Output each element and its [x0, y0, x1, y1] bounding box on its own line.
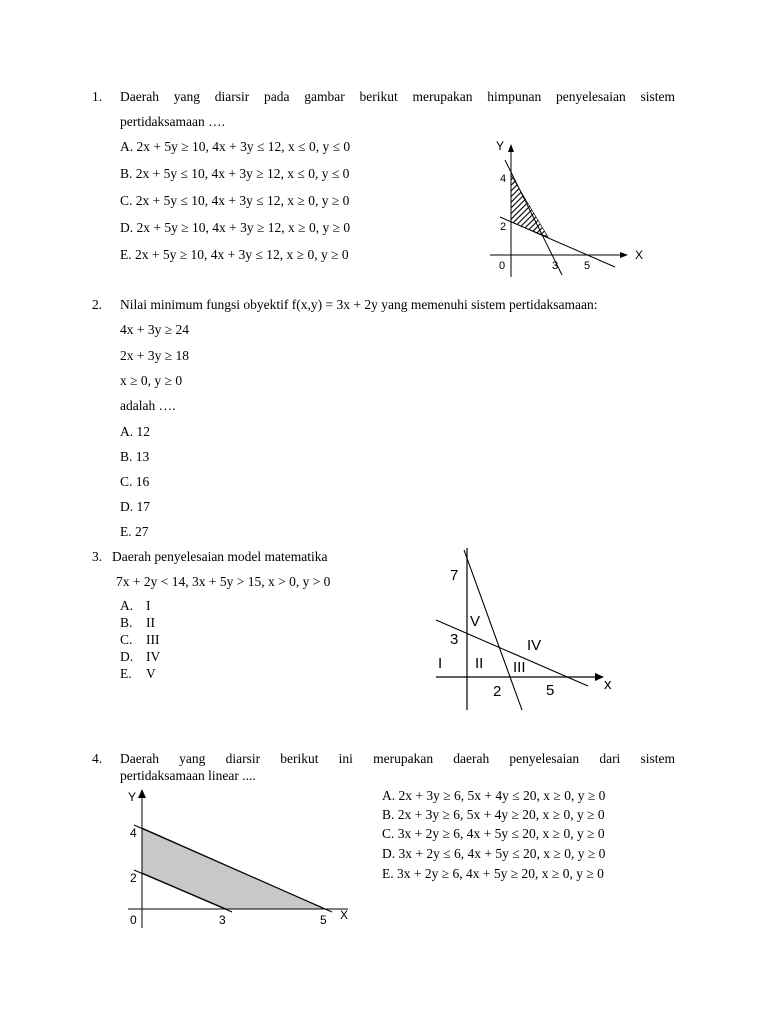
q1-tick-y2: 2 — [500, 221, 507, 233]
q3-region-5: V — [470, 613, 481, 630]
q3-x-arrow-icon — [595, 673, 604, 681]
q4-y-arrow-icon — [138, 789, 146, 798]
q3-option-c-letter: C. — [120, 632, 133, 647]
q3-line-3x5y15 — [436, 620, 588, 686]
q1-stem-line1: Daerah yang diarsir pada gambar berikut merupakan himpunan penyelesaian sistem — [120, 89, 675, 104]
q4-tick-y2: 2 — [130, 871, 137, 885]
q4-tick-x5: 5 — [320, 913, 327, 927]
q4-number: 4. — [92, 751, 103, 766]
q4-graph — [120, 785, 365, 930]
q3-option-e-text: V — [146, 666, 156, 681]
q1-option-e: E. 2x + 5y ≥ 10, 4x + 3y ≤ 12, x ≥ 0, y ≥ 0 — [120, 247, 349, 262]
q1-origin: 0 — [499, 260, 506, 272]
q1-x-label: X — [635, 248, 644, 262]
q3-x-label: x — [604, 676, 612, 693]
q1-option-a: A. 2x + 5y ≥ 10, 4x + 3y ≤ 12, x ≤ 0, y ≤ 0 — [120, 139, 351, 154]
q1-number: 1. — [92, 89, 103, 104]
q4-option-e: E. 3x + 2y ≥ 6, 4x + 5y ≥ 20, x ≥ 0, y ≥ 0 — [382, 866, 604, 881]
q2-option-b: B. 13 — [120, 449, 150, 464]
q2-option-d: D. 17 — [120, 499, 150, 514]
q3-graph — [430, 548, 620, 713]
q1-tick-x3: 3 — [552, 260, 559, 272]
q3-tick-x5: 5 — [546, 682, 555, 699]
q1-tick-x5: 5 — [584, 260, 591, 272]
q1-y-arrow-icon — [508, 144, 514, 152]
q3-region-4: IV — [527, 637, 542, 654]
q3-tick-x2: 2 — [493, 683, 502, 700]
q4-stem-line2: pertidaksamaan linear .... — [120, 768, 256, 783]
q1-option-c: C. 2x + 5y ≤ 10, 4x + 3y ≤ 12, x ≥ 0, y ≥ 0 — [120, 193, 350, 208]
q4-option-b: B. 2x + 3y ≥ 6, 5x + 4y ≥ 20, x ≥ 0, y ≥ 0 — [382, 807, 605, 822]
q2-constraint-3: x ≥ 0, y ≥ 0 — [120, 373, 183, 388]
q2-number: 2. — [92, 297, 103, 312]
q2-option-a: A. 12 — [120, 424, 150, 439]
q2-stem: Nilai minimum fungsi obyektif f(x,y) = 3x + 2y yang memenuhi sistem pertidaksamaan: — [120, 297, 598, 312]
q4-tick-x3: 3 — [219, 913, 226, 927]
q2-tail: adalah …. — [120, 398, 176, 413]
q4-option-d: D. 3x + 2y ≤ 6, 4x + 5y ≤ 20, x ≥ 0, y ≥ 0 — [382, 846, 606, 861]
q2-option-e: E. 27 — [120, 524, 149, 539]
q3-region-2: II — [475, 655, 484, 672]
q3-option-a-text: I — [146, 598, 151, 613]
q1-graph — [490, 132, 660, 277]
q2-constraint-1: 4x + 3y ≥ 24 — [120, 322, 190, 337]
q3-option-d-text: IV — [146, 649, 161, 664]
q3-tick-y7: 7 — [450, 567, 459, 584]
q1-stem-line2: pertidaksamaan …. — [120, 114, 225, 129]
q4-origin: 0 — [130, 913, 137, 927]
q4-tick-y4: 4 — [130, 826, 137, 840]
q3-number: 3. — [92, 549, 103, 564]
q3-option-a-letter: A. — [120, 598, 134, 613]
q1-option-b: B. 2x + 5y ≤ 10, 4x + 3y ≥ 12, x ≤ 0, y ≤ 0 — [120, 166, 350, 181]
q2-constraint-2: 2x + 3y ≥ 18 — [120, 348, 190, 363]
q4-option-a: A. 2x + 3y ≥ 6, 5x + 4y ≤ 20, x ≥ 0, y ≥ 0 — [382, 788, 606, 803]
q3-region-1: I — [438, 655, 443, 672]
q3-option-b-text: II — [146, 615, 155, 630]
q3-tick-y3: 3 — [450, 631, 459, 648]
q4-x-label: X — [340, 908, 349, 922]
q3-option-d-letter: D. — [120, 649, 134, 664]
q1-y-label: Y — [496, 139, 505, 153]
q4-y-label: Y — [128, 790, 137, 804]
q4-stem-line1: Daerah yang diarsir berikut ini merupakan daerah penyelesaian dari sistem — [120, 751, 675, 766]
q3-option-b-letter: B. — [120, 615, 133, 630]
q1-x-arrow-icon — [620, 252, 628, 258]
q3-option-e-letter: E. — [120, 666, 132, 681]
q3-option-c-text: III — [146, 632, 160, 647]
q1-tick-y4: 4 — [500, 173, 507, 185]
q3-region-3: III — [513, 659, 526, 676]
q4-option-c: C. 3x + 2y ≥ 6, 4x + 5y ≤ 20, x ≥ 0, y ≥ 0 — [382, 826, 605, 841]
q1-option-d: D. 2x + 5y ≥ 10, 4x + 3y ≥ 12, x ≥ 0, y ≥ 0 — [120, 220, 351, 235]
q2-option-c: C. 16 — [120, 474, 150, 489]
q3-stem: Daerah penyelesaian model matematika — [112, 549, 328, 564]
q3-model: 7x + 2y < 14, 3x + 5y > 15, x > 0, y > 0 — [116, 574, 331, 589]
